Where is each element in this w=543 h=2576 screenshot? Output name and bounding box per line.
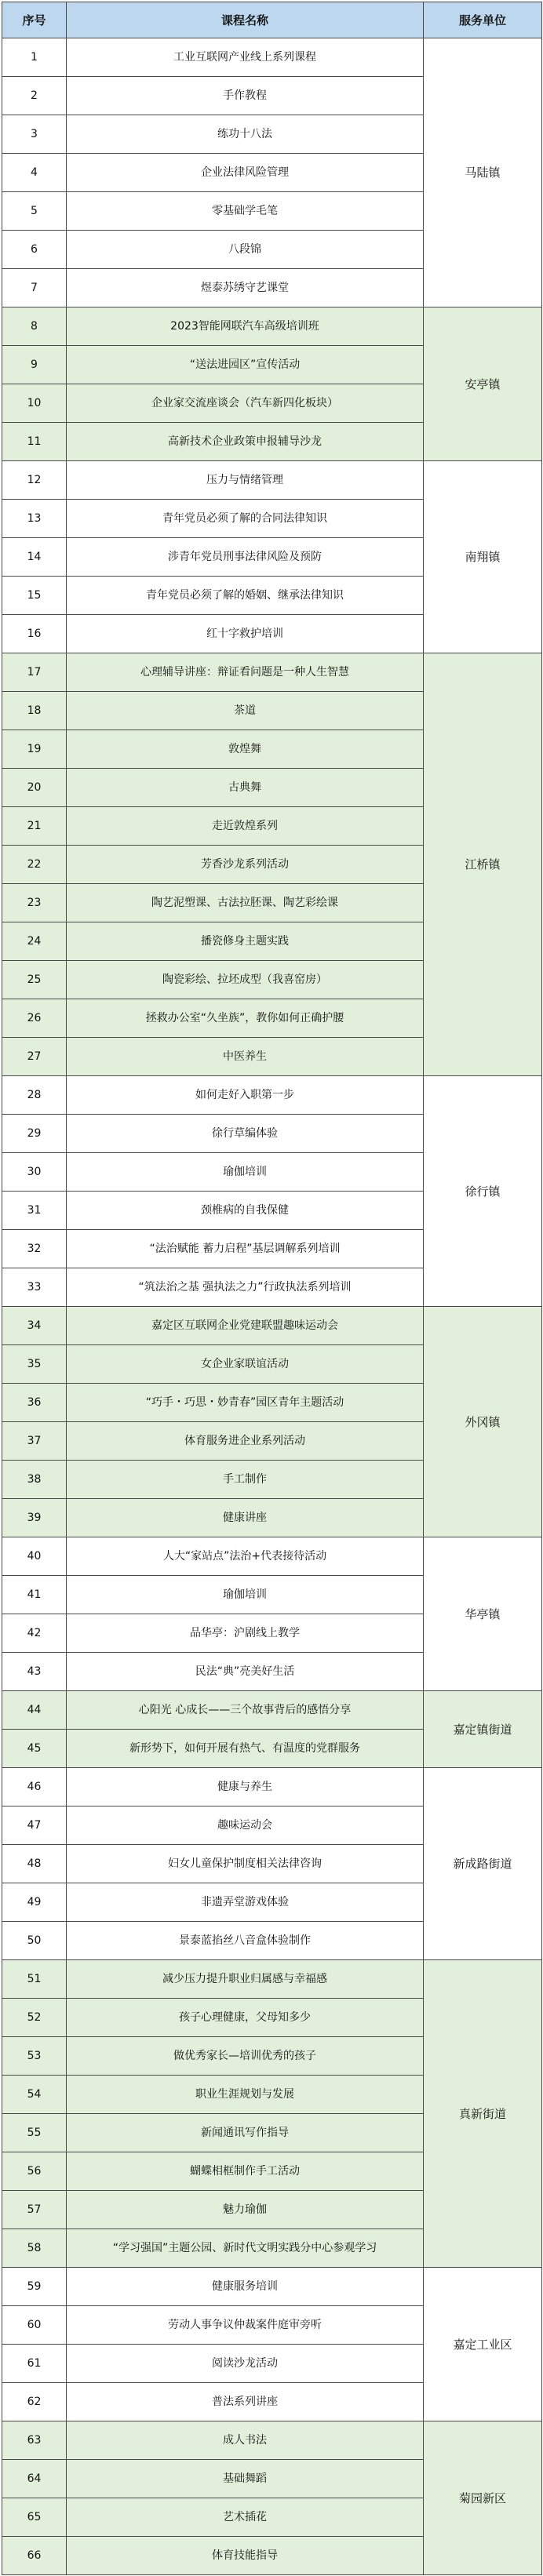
- row-index: 14: [2, 538, 67, 577]
- course-name: 景泰蓝掐丝八音盒体验制作: [67, 1922, 424, 1960]
- row-index: 55: [2, 2114, 67, 2152]
- header-service-unit: 服务单位: [424, 2, 542, 38]
- row-index: 64: [2, 2460, 67, 2498]
- course-name: 陶瓷彩绘、拉坯成型（我喜窑房）: [67, 961, 424, 999]
- row-index: 7: [2, 269, 67, 307]
- course-name: 走近敦煌系列: [67, 807, 424, 846]
- row-index: 48: [2, 1845, 67, 1883]
- table-row: [2, 38, 542, 77]
- row-index: 29: [2, 1115, 67, 1153]
- course-name: 练功十八法: [67, 115, 424, 154]
- table-row: [2, 1691, 542, 1730]
- row-index: 38: [2, 1461, 67, 1499]
- course-name: 青年党员必须了解的合同法律知识: [67, 500, 424, 538]
- course-name: “送法进园区”宣传活动: [67, 346, 424, 384]
- course-name: 艺术插花: [67, 2498, 424, 2537]
- row-index: 53: [2, 2037, 67, 2076]
- row-index: 52: [2, 1999, 67, 2037]
- row-index: 3: [2, 115, 67, 154]
- row-index: 5: [2, 192, 67, 231]
- row-index: 63: [2, 2421, 67, 2460]
- row-index: 23: [2, 884, 67, 922]
- row-index: 30: [2, 1153, 67, 1192]
- course-name: 拯救办公室“久坐族”，教你如何正确护腰: [67, 999, 424, 1038]
- table-row: [2, 653, 542, 692]
- course-name: 职业生涯规划与发展: [67, 2076, 424, 2114]
- course-name: 青年党员必须了解的婚姻、继承法律知识: [67, 577, 424, 615]
- course-name: 心理辅导讲座：辩证看问题是一种人生智慧: [67, 653, 424, 692]
- row-index: 2: [2, 77, 67, 115]
- row-index: 59: [2, 2268, 67, 2306]
- course-name: 手作教程: [67, 77, 424, 115]
- service-unit: 新成路街道: [424, 1768, 542, 1960]
- row-index: 34: [2, 1307, 67, 1345]
- course-table: [2, 2, 542, 2575]
- row-index: 50: [2, 1922, 67, 1960]
- course-name: “学习强国”主题公园、新时代文明实践分中心参观学习: [67, 2229, 424, 2268]
- header-index: 序号: [2, 2, 67, 38]
- course-name: 陶艺泥塑课、古法拉胚课、陶艺彩绘课: [67, 884, 424, 922]
- course-name: 瑜伽培训: [67, 1153, 424, 1192]
- table-row: [2, 307, 542, 346]
- row-index: 56: [2, 2152, 67, 2191]
- course-name: 健康与养生: [67, 1768, 424, 1806]
- table-row: [2, 2421, 542, 2460]
- course-name: 中医养生: [67, 1038, 424, 1076]
- row-index: 42: [2, 1614, 67, 1653]
- service-unit: 马陆镇: [424, 38, 542, 307]
- course-name: 煜泰苏绣守艺课堂: [67, 269, 424, 307]
- course-name: 新闻通讯写作指导: [67, 2114, 424, 2152]
- course-name: 人大“家站点”法治+代表接待活动: [67, 1537, 424, 1576]
- course-name: 民法“典”亮美好生活: [67, 1653, 424, 1691]
- row-index: 13: [2, 500, 67, 538]
- course-name: 古典舞: [67, 769, 424, 807]
- service-unit: 徐行镇: [424, 1076, 542, 1307]
- service-unit: 菊园新区: [424, 2421, 542, 2575]
- course-name: “筑法治之基 强执法之力”行政执法系列培训: [67, 1268, 424, 1307]
- course-name: 健康服务培训: [67, 2268, 424, 2306]
- row-index: 60: [2, 2306, 67, 2345]
- course-name: 播瓷修身主题实践: [67, 922, 424, 961]
- table-row: [2, 1537, 542, 1576]
- row-index: 18: [2, 692, 67, 730]
- course-name: 企业法律风险管理: [67, 154, 424, 192]
- table-header-row: [2, 2, 542, 38]
- service-unit: 南翔镇: [424, 461, 542, 653]
- row-index: 62: [2, 2383, 67, 2421]
- course-name: 新形势下，如何开展有热气、有温度的党群服务: [67, 1730, 424, 1768]
- row-index: 20: [2, 769, 67, 807]
- course-name: 手工制作: [67, 1461, 424, 1499]
- row-index: 26: [2, 999, 67, 1038]
- service-unit: 真新街道: [424, 1960, 542, 2268]
- course-name: “法治赋能 蓄力启程”基层调解系列培训: [67, 1230, 424, 1268]
- course-name: 涉青年党员刑事法律风险及预防: [67, 538, 424, 577]
- row-index: 6: [2, 231, 67, 269]
- service-unit: 安亭镇: [424, 307, 542, 461]
- row-index: 28: [2, 1076, 67, 1115]
- row-index: 45: [2, 1730, 67, 1768]
- course-name: 蝴蝶相框制作手工活动: [67, 2152, 424, 2191]
- service-unit: 外冈镇: [424, 1307, 542, 1537]
- course-name: 徐行草编体验: [67, 1115, 424, 1153]
- course-name: 高新技术企业政策申报辅导沙龙: [67, 423, 424, 461]
- course-name: 颈椎病的自我保健: [67, 1192, 424, 1230]
- course-name: 基础舞蹈: [67, 2460, 424, 2498]
- row-index: 57: [2, 2191, 67, 2229]
- row-index: 15: [2, 577, 67, 615]
- course-name: 减少压力提升职业归属感与幸福感: [67, 1960, 424, 1999]
- course-name: 劳动人事争议仲裁案件庭审旁听: [67, 2306, 424, 2345]
- table-row: [2, 1076, 542, 1115]
- row-index: 37: [2, 1422, 67, 1461]
- course-name: 成人书法: [67, 2421, 424, 2460]
- course-name: 企业家交流座谈会（汽车新四化板块）: [67, 384, 424, 423]
- row-index: 11: [2, 423, 67, 461]
- row-index: 36: [2, 1384, 67, 1422]
- row-index: 47: [2, 1806, 67, 1845]
- row-index: 54: [2, 2076, 67, 2114]
- row-index: 1: [2, 38, 67, 77]
- row-index: 58: [2, 2229, 67, 2268]
- row-index: 19: [2, 730, 67, 769]
- course-name: 普法系列讲座: [67, 2383, 424, 2421]
- table-row: [2, 2268, 542, 2306]
- row-index: 35: [2, 1345, 67, 1384]
- row-index: 43: [2, 1653, 67, 1691]
- course-name: 茶道: [67, 692, 424, 730]
- course-name: 趣味运动会: [67, 1806, 424, 1845]
- row-index: 32: [2, 1230, 67, 1268]
- row-index: 31: [2, 1192, 67, 1230]
- table-row: [2, 1768, 542, 1806]
- course-name: 八段锦: [67, 231, 424, 269]
- course-name: 压力与情绪管理: [67, 461, 424, 500]
- service-unit: 江桥镇: [424, 653, 542, 1076]
- row-index: 10: [2, 384, 67, 423]
- course-name: 零基础学毛笔: [67, 192, 424, 231]
- course-name: 如何走好入职第一步: [67, 1076, 424, 1115]
- row-index: 46: [2, 1768, 67, 1806]
- course-name: “巧手・巧思・妙青春”园区青年主题活动: [67, 1384, 424, 1422]
- row-index: 22: [2, 846, 67, 884]
- course-name: 2023智能网联汽车高级培训班: [67, 307, 424, 346]
- table-row: [2, 461, 542, 500]
- course-name: 工业互联网产业线上系列课程: [67, 38, 424, 77]
- row-index: 21: [2, 807, 67, 846]
- row-index: 12: [2, 461, 67, 500]
- row-index: 24: [2, 922, 67, 961]
- course-name: 心阳光 心成长——三个故事背后的感悟分享: [67, 1691, 424, 1730]
- course-name: 芳香沙龙系列活动: [67, 846, 424, 884]
- row-index: 8: [2, 307, 67, 346]
- course-name: 体育服务进企业系列活动: [67, 1422, 424, 1461]
- course-name: 敦煌舞: [67, 730, 424, 769]
- header-course-name: 课程名称: [67, 2, 424, 38]
- course-name: 品华亭：沪剧线上教学: [67, 1614, 424, 1653]
- table-row: [2, 1960, 542, 1999]
- course-name: 健康讲座: [67, 1499, 424, 1537]
- row-index: 33: [2, 1268, 67, 1307]
- service-unit: 华亭镇: [424, 1537, 542, 1691]
- row-index: 65: [2, 2498, 67, 2537]
- service-unit: 嘉定工业区: [424, 2268, 542, 2421]
- service-unit: 嘉定镇街道: [424, 1691, 542, 1768]
- row-index: 17: [2, 653, 67, 692]
- course-name: 女企业家联谊活动: [67, 1345, 424, 1384]
- course-name: 瑜伽培训: [67, 1576, 424, 1614]
- course-name: 嘉定区互联网企业党建联盟趣味运动会: [67, 1307, 424, 1345]
- row-index: 51: [2, 1960, 67, 1999]
- course-name: 红十字救护培训: [67, 615, 424, 653]
- course-name: 体育技能指导: [67, 2537, 424, 2575]
- course-name: 魅力瑜伽: [67, 2191, 424, 2229]
- row-index: 16: [2, 615, 67, 653]
- row-index: 39: [2, 1499, 67, 1537]
- row-index: 41: [2, 1576, 67, 1614]
- row-index: 61: [2, 2345, 67, 2383]
- table-row: [2, 1307, 542, 1345]
- table-body: [2, 38, 542, 2575]
- course-name: 做优秀家长—培训优秀的孩子: [67, 2037, 424, 2076]
- course-name: 阅读沙龙活动: [67, 2345, 424, 2383]
- row-index: 9: [2, 346, 67, 384]
- row-index: 27: [2, 1038, 67, 1076]
- row-index: 25: [2, 961, 67, 999]
- row-index: 4: [2, 154, 67, 192]
- course-name: 非遗弄堂游戏体验: [67, 1883, 424, 1922]
- row-index: 40: [2, 1537, 67, 1576]
- course-name: 孩子心理健康，父母知多少: [67, 1999, 424, 2037]
- course-name: 妇女儿童保护制度相关法律咨询: [67, 1845, 424, 1883]
- row-index: 44: [2, 1691, 67, 1730]
- row-index: 66: [2, 2537, 67, 2575]
- row-index: 49: [2, 1883, 67, 1922]
